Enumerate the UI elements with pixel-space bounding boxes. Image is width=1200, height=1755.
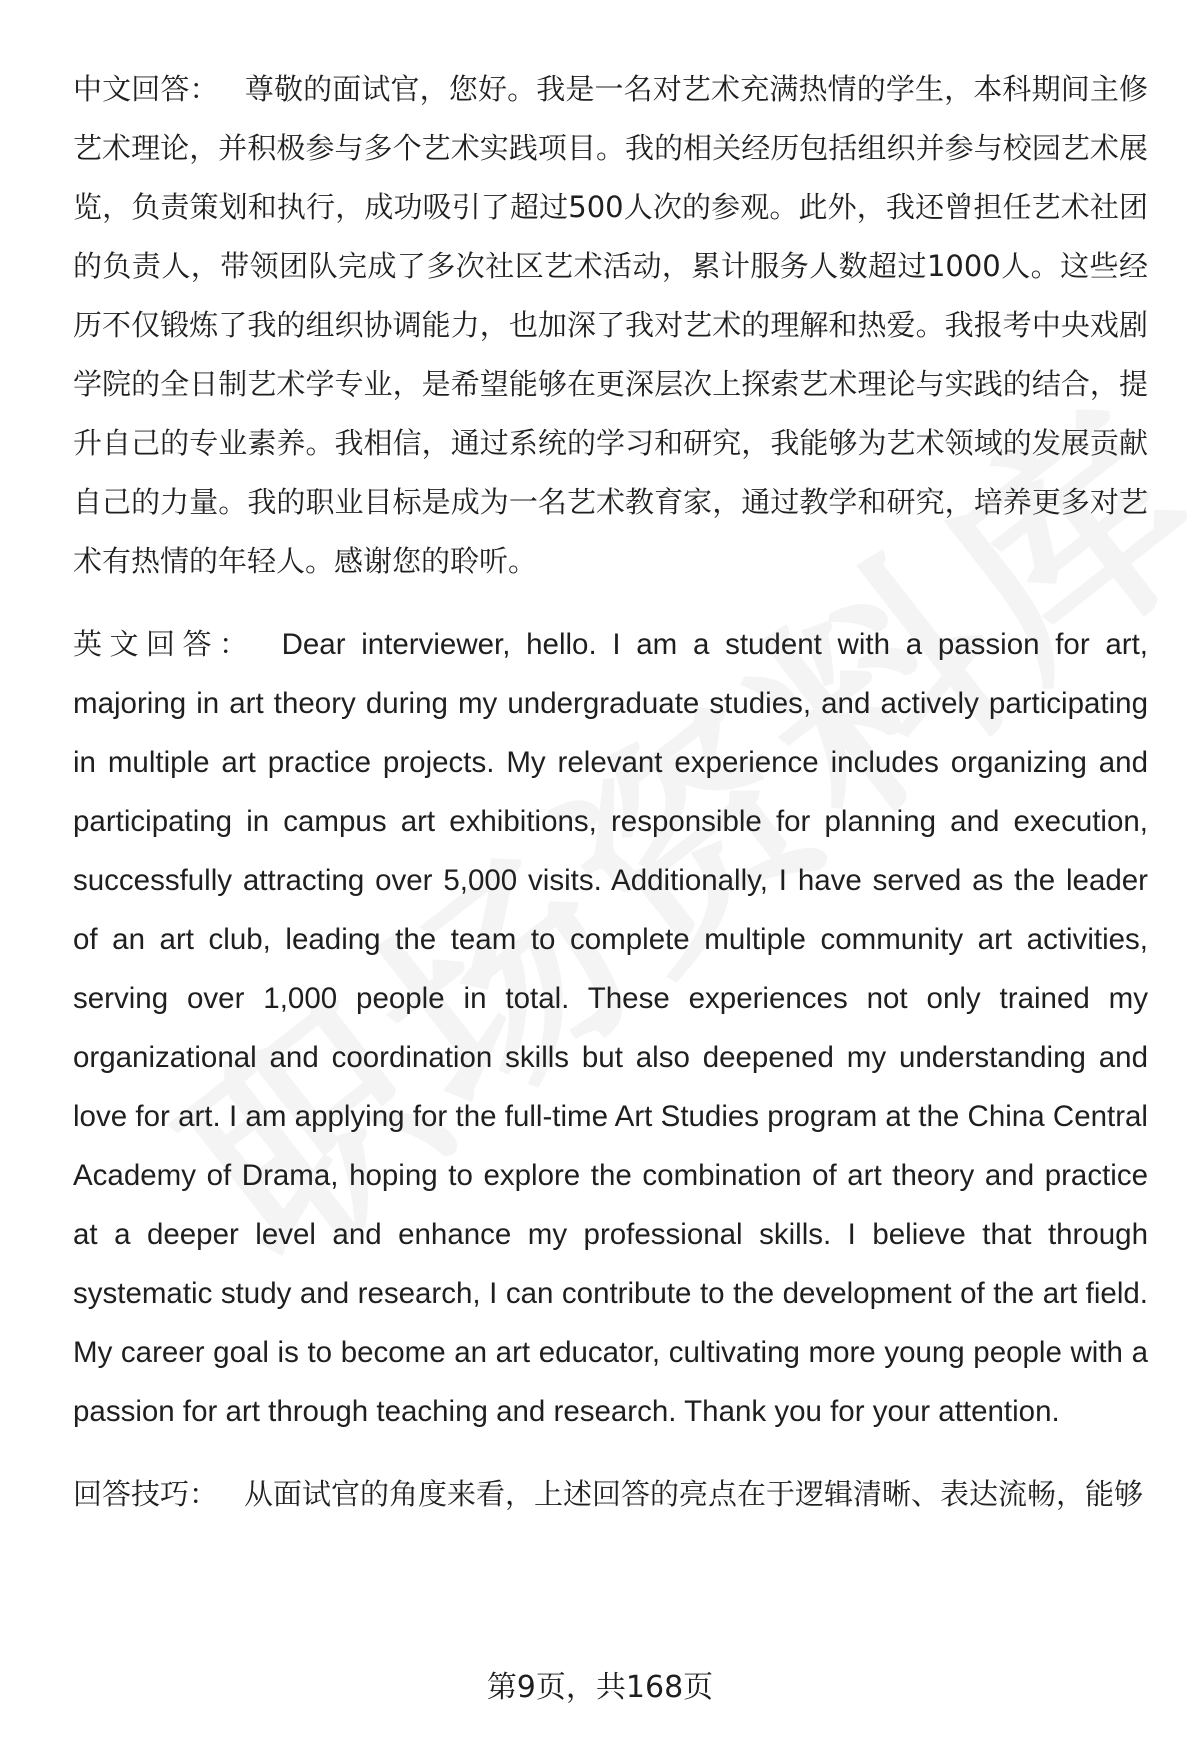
chinese-answer-label: 中文回答：	[73, 72, 219, 106]
answer-tips-label: 回答技巧：	[73, 1477, 219, 1511]
page-indicator: 第9页，共168页	[486, 1670, 714, 1705]
answer-tips	[73, 1465, 1148, 1524]
answer-tips-text: 从面试官的角度来看，上述回答的亮点在于逻辑清晰、表达流畅，能够	[244, 1477, 1144, 1511]
document-body	[73, 60, 1148, 1524]
english-answer-text: Dear interviewer, hello. I am a student with a passion for art, majoring in art theory during my undergraduate studies, and actively participating in multiple art practice projects. My relevant experience includes organizing and participating in campus art exhibitions, responsible for planning and execution, successfully attracting over 5,000 visits. Additionally, I have served as the leader of an art club, leading the team to complete multiple community art activities, serving over 1,000 people in total. These experiences not only trained my organizational and coordination skills but also deepened my understanding and love for art. I am applying for the full-time Art Studies program at the China Central Academy of Drama, hoping to explore the combination of art theory and practice at a deeper level and enhance my professional skills. I believe that through systematic study and research, I can contribute to the development of the art field. My career goal is to become an art educator, cultivating more young people with a passion for art through teaching and research. Thank you for your attention.	[73, 628, 1148, 1428]
english-answer	[73, 615, 1148, 1441]
chinese-answer-text: 尊敬的面试官，您好。我是一名对艺术充满热情的学生，本科期间主修艺术理论，并积极参与多个艺术实践项目。我的相关经历包括组织并参与校园艺术展览，负责策划和执行，成功吸引了超过500人次的参观。此外，我还曾担任艺术社团的负责人，带领团队完成了多次社区艺术活动，累计服务人数超过1000人。这些经历不仅锻炼了我的组织协调能力，也加深了我对艺术的理解和热爱。我报考中央戏剧学院的全日制艺术学专业，是希望能够在更深层次上探索艺术理论与实践的结合，提升自己的专业素养。我相信，通过系统的学习和研究，我能够为艺术领域的发展贡献自己的力量。我的职业目标是成为一名艺术教育家，通过教学和研究，培养更多对艺术有热情的年轻人。感谢您的聆听。	[73, 72, 1148, 578]
chinese-answer	[73, 60, 1148, 591]
english-answer-label: 英文回答：	[73, 627, 256, 661]
